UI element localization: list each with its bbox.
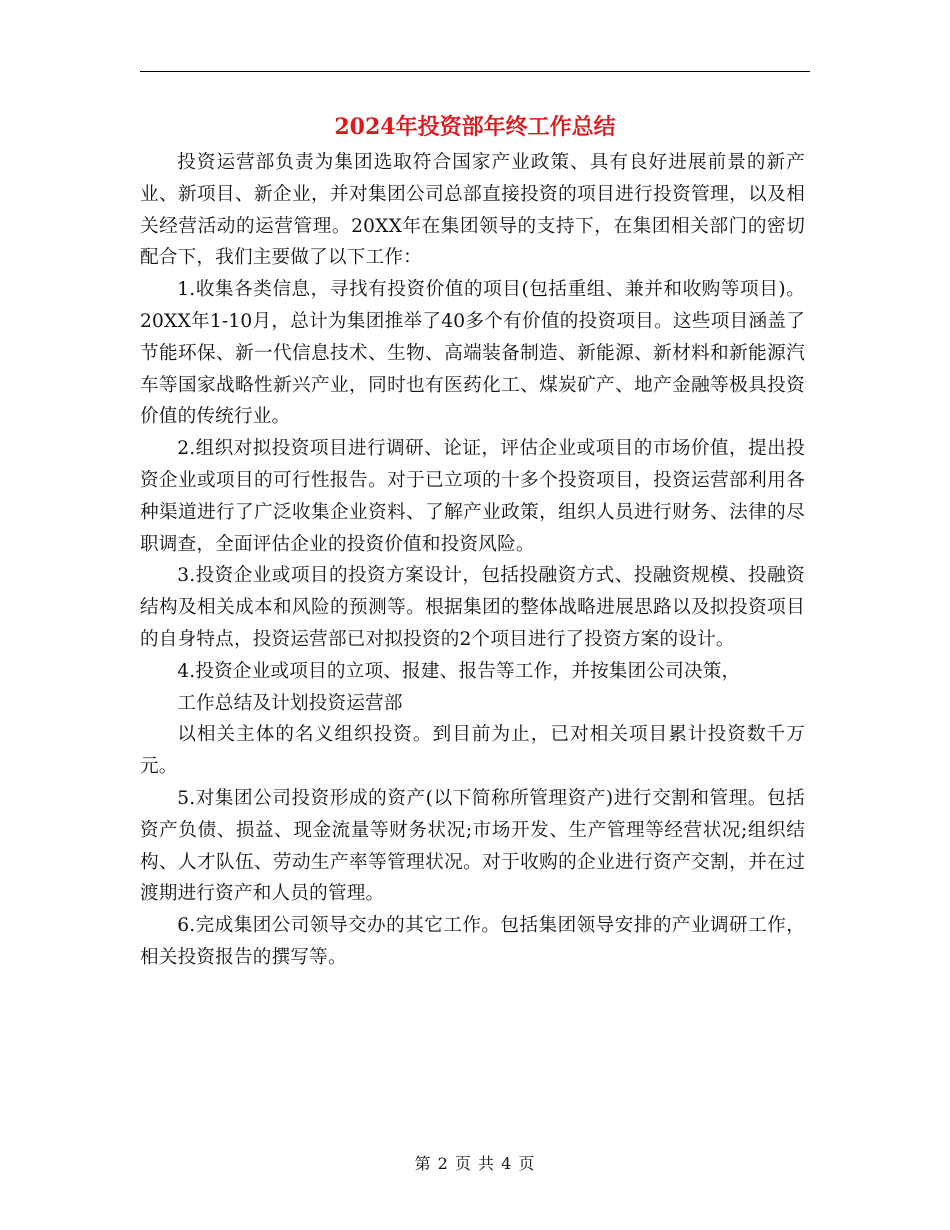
paragraph-intro: 投资运营部负责为集团选取符合国家产业政策、具有良好进展前景的新产业、新项目、新企业，并对集团公司总部直接投资的项目进行投资管理，以及相关经营活动的运营管理。20XX年在集团领导的支持下，在集团相关部门的密切配合下，我们主要做了以下工作：: [140, 152, 805, 269]
paragraph-heading-note: 工作总结及计划投资运营部: [177, 692, 403, 714]
paragraph-item-1: 1.收集各类信息，寻找有投资价值的项目(包括重组、兼并和收购等项目)。20XX年1-10月，总计为集团推举了40多个有价值的投资项目。这些项目涵盖了节能环保、新一代信息技术、生物、高端装备制造、新能源、新材料和新能源汽车等国家战略性新兴产业，同时也有医药化工、煤炭矿产、地产金融等极具投资价值的传统行业。: [140, 279, 805, 428]
document-title: 2024年投资部年终工作总结: [334, 114, 616, 140]
document-body: [140, 147, 805, 974]
paragraph-item-6: 6.完成集团公司领导交办的其它工作。包括集团领导安排的产业调研工作，相关投资报告的撰写等。: [140, 915, 805, 968]
page-number: 第 2 页 共 4 页: [414, 1154, 536, 1173]
paragraph-item-5: 5.对集团公司投资形成的资产(以下简称所管理资产)进行交割和管理。包括资产负债、损益、现金流量等财务状况;市场开发、生产管理等经营状况;组织结构、人才队伍、劳动生产率等管理状况。对于收购的企业进行资产交割，并在过渡期进行资产和人员的管理。: [140, 787, 805, 905]
header-rule: [140, 71, 810, 72]
paragraph-item-4: 4.投资企业或项目的立项、报建、报告等工作，并按集团公司决策，: [177, 660, 741, 682]
paragraph-item-4-continued: 以相关主体的名义组织投资。到目前为止，已对相关项目累计投资数千万元。: [140, 724, 805, 778]
paragraph-item-2: 2.组织对拟投资项目进行调研、论证，评估企业或项目的市场价值，提出投资企业或项目的可行性报告。对于已立项的十多个投资项目，投资运营部利用各种渠道进行了广泛收集企业资料、了解产业政策，组织人员进行财务、法律的尽职调查，全面评估企业的投资价值和投资风险。: [140, 438, 805, 555]
paragraph-item-3: 3.投资企业或项目的投资方案设计，包括投融资方式、投融资规模、投融资结构及相关成本和风险的预测等。根据集团的整体战略进展思路以及拟投资项目的自身特点，投资运营部已对拟投资的2个项目进行了投资方案的设计。: [140, 565, 805, 650]
